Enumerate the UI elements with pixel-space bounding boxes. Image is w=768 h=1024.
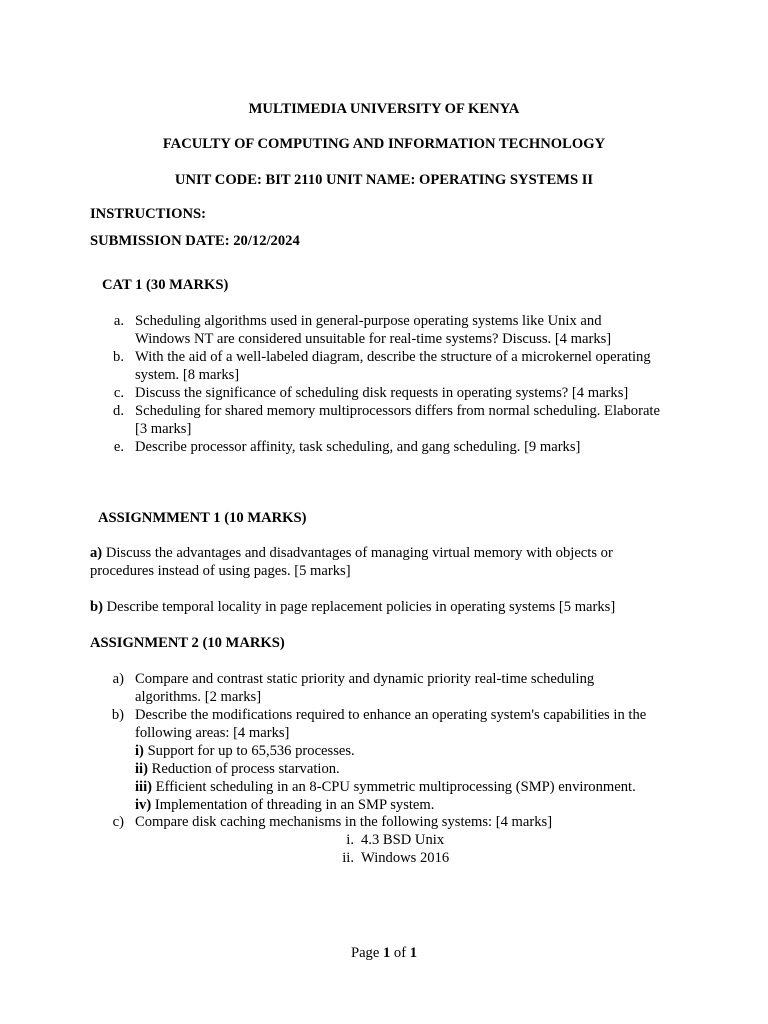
line: Discuss the significance of scheduling disk requests in operating systems? [4 marks] — [135, 385, 629, 401]
assignment1-heading: ASSIGNMMENT 1 (10 MARKS) — [98, 510, 307, 526]
list-marker: e. — [113, 439, 124, 455]
list-item-text — [135, 438, 690, 456]
list-item-text — [135, 348, 690, 384]
line: Describe the modifications required to enhance an operating system's capabilities in the — [135, 707, 647, 723]
line: algorithms. [2 marks] — [135, 689, 262, 705]
list-item-text — [135, 706, 690, 814]
list-item-text — [135, 312, 690, 348]
submission-date: SUBMISSION DATE: 20/12/2024 — [90, 233, 300, 249]
question-text: Describe temporal locality in page replacement policies in operating systems [5 marks] — [102, 599, 616, 615]
instructions-label: INSTRUCTIONS: — [90, 206, 206, 222]
sub-item-text: Efficient scheduling in an 8-CPU symmetric multiprocessing (SMP) environment. — [152, 779, 636, 795]
list-marker: b. — [113, 349, 124, 365]
of-word: of — [390, 945, 410, 961]
assignment1-question-a — [90, 544, 690, 580]
roman-marker: ii. — [342, 850, 354, 866]
line: Describe processor affinity, task scheduling, and gang scheduling. [9 marks] — [135, 439, 581, 455]
sub-item — [135, 760, 690, 778]
sub-item-text: Support for up to 65,536 processes. — [143, 743, 355, 759]
line: Compare and contrast static priority and dynamic priority real-time scheduling — [135, 671, 595, 687]
list-item-text — [135, 402, 690, 438]
sub-item — [135, 796, 690, 814]
list-item-text — [135, 670, 690, 706]
list-marker: c. — [113, 385, 124, 401]
list-marker: a) — [112, 671, 124, 687]
sub-item-label: ii) — [135, 761, 148, 777]
list-marker: a. — [113, 313, 124, 329]
assignment1-question-b — [90, 598, 690, 616]
list-item-text — [135, 813, 690, 831]
line: [3 marks] — [135, 421, 192, 437]
university-title: MULTIMEDIA UNIVERSITY OF KENYA — [248, 101, 520, 117]
list-marker: c) — [112, 814, 124, 830]
question-label: a) — [90, 545, 103, 561]
roman-text: 4.3 BSD Unix — [361, 832, 445, 848]
faculty-title: FACULTY OF COMPUTING AND INFORMATION TECHNOLOGY — [162, 136, 606, 152]
sub-item-text: Reduction of process starvation. — [147, 761, 340, 777]
unit-title: UNIT CODE: BIT 2110 UNIT NAME: OPERATING SYSTEMS II — [174, 172, 594, 188]
question-text: Discuss the advantages and disadvantages of managing virtual memory with objects or — [102, 545, 613, 561]
sub-item-label: i) — [135, 743, 144, 759]
roman-marker: i. — [346, 832, 354, 848]
list-item-text — [135, 384, 690, 402]
assignment2-heading: ASSIGNMENT 2 (10 MARKS) — [90, 635, 285, 651]
sub-item-text: Implementation of threading in an SMP system. — [151, 797, 435, 813]
roman-text: Windows 2016 — [361, 850, 450, 866]
page-word: Page — [350, 945, 383, 961]
total-page-number: 1 — [409, 945, 418, 961]
line: following areas: [4 marks] — [135, 725, 290, 741]
line: Scheduling for shared memory multiprocessors differs from normal scheduling. Elaborate — [135, 403, 660, 419]
sub-item-label: iii) — [135, 779, 153, 795]
line: system. [8 marks] — [135, 367, 240, 383]
list-marker: d. — [113, 403, 124, 419]
current-page-number: 1 — [382, 945, 391, 961]
line: With the aid of a well-labeled diagram, describe the structure of a microkernel operating — [135, 349, 651, 365]
cat1-heading: CAT 1 (30 MARKS) — [102, 277, 229, 293]
line: Compare disk caching mechanisms in the following systems: [4 marks] — [135, 814, 553, 830]
question-label: b) — [90, 599, 103, 615]
line: Windows NT are considered unsuitable for real-time systems? Discuss. [4 marks] — [135, 331, 612, 347]
sub-item-label: iv) — [135, 797, 152, 813]
line: Scheduling algorithms used in general-purpose operating systems like Unix and — [135, 313, 602, 329]
page-footer — [0, 944, 768, 962]
list-marker: b) — [111, 707, 124, 723]
sub-item — [135, 778, 690, 796]
sub-item — [135, 742, 690, 760]
question-text-continued: procedures instead of using pages. [5 marks] — [90, 563, 351, 579]
